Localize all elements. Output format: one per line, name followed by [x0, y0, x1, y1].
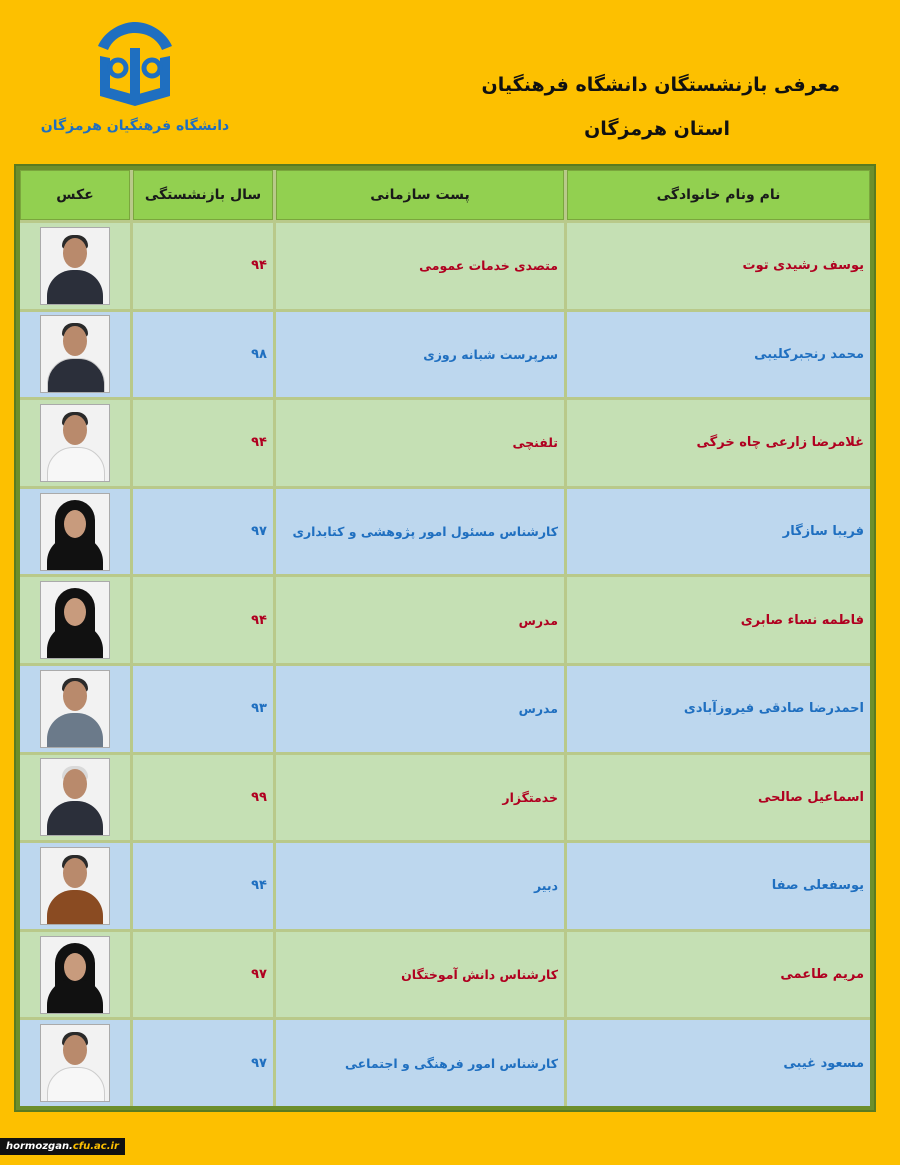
retirement-year: ۹۴	[133, 223, 273, 309]
full-name: احمدرضا صادقی فیروزآبادی	[567, 666, 870, 752]
person-photo	[40, 1024, 110, 1102]
logo-text: دانشگاه فرهنگیان هرمزگان	[40, 118, 230, 134]
retirement-year: ۹۸	[133, 312, 273, 398]
retirement-year: ۹۹	[133, 755, 273, 841]
footer-site-prefix: hormozgan.	[6, 1141, 73, 1152]
table-grid	[20, 170, 870, 1106]
full-name: یوسف رشیدی توت	[567, 223, 870, 309]
photo-cell	[20, 1020, 130, 1106]
retirement-year: ۹۴	[133, 400, 273, 486]
retirement-year: ۹۴	[133, 843, 273, 929]
photo-cell	[20, 489, 130, 575]
organizational-post: دبیر	[276, 843, 564, 929]
full-name: محمد رنجبرکلیبی	[567, 312, 870, 398]
retirement-year: ۹۳	[133, 666, 273, 752]
retirement-year: ۹۴	[133, 577, 273, 663]
photo-cell	[20, 577, 130, 663]
header-name: نام ونام خانوادگی	[567, 170, 870, 220]
logo-emblem-icon	[90, 18, 180, 110]
page-subtitle: استان هرمزگان	[584, 118, 730, 140]
photo-cell	[20, 666, 130, 752]
person-photo	[40, 670, 110, 748]
university-logo	[40, 18, 230, 134]
full-name: فریبا سازگار	[567, 489, 870, 575]
header-photo: عکس	[20, 170, 130, 220]
site-footer	[0, 1138, 125, 1155]
header-year: سال بازنشستگی	[133, 170, 273, 220]
organizational-post: کارشناس دانش آموختگان	[276, 932, 564, 1018]
organizational-post: کارشناس مسئول امور پژوهشی و کتابداری	[276, 489, 564, 575]
photo-cell	[20, 400, 130, 486]
retirement-year: ۹۷	[133, 932, 273, 1018]
person-photo	[40, 227, 110, 305]
full-name: غلامرضا زارعی چاه خرگی	[567, 400, 870, 486]
retirees-table	[14, 164, 876, 1112]
retirement-year: ۹۷	[133, 489, 273, 575]
person-photo	[40, 758, 110, 836]
photo-cell	[20, 755, 130, 841]
page-title: معرفی بازنشستگان دانشگاه فرهنگیان	[481, 74, 840, 96]
full-name: مریم طاعمی	[567, 932, 870, 1018]
full-name: یوسفعلی صفا	[567, 843, 870, 929]
organizational-post: کارشناس امور فرهنگی و اجتماعی	[276, 1020, 564, 1106]
organizational-post: تلفنچی	[276, 400, 564, 486]
footer-site-domain: cfu.ac.ir	[72, 1141, 119, 1152]
header-post: پست سازمانی	[276, 170, 564, 220]
full-name: فاطمه نساء صابری	[567, 577, 870, 663]
photo-cell	[20, 223, 130, 309]
person-photo	[40, 404, 110, 482]
person-photo	[40, 493, 110, 571]
organizational-post: مدرس	[276, 577, 564, 663]
photo-cell	[20, 843, 130, 929]
full-name: اسماعیل صالحی	[567, 755, 870, 841]
organizational-post: مدرس	[276, 666, 564, 752]
organizational-post: سرپرست شبانه روزی	[276, 312, 564, 398]
person-photo	[40, 936, 110, 1014]
full-name: مسعود غیبی	[567, 1020, 870, 1106]
organizational-post: متصدی خدمات عمومی	[276, 223, 564, 309]
person-photo	[40, 581, 110, 659]
photo-cell	[20, 932, 130, 1018]
retirement-year: ۹۷	[133, 1020, 273, 1106]
photo-cell	[20, 312, 130, 398]
person-photo	[40, 315, 110, 393]
person-photo	[40, 847, 110, 925]
organizational-post: خدمتگزار	[276, 755, 564, 841]
